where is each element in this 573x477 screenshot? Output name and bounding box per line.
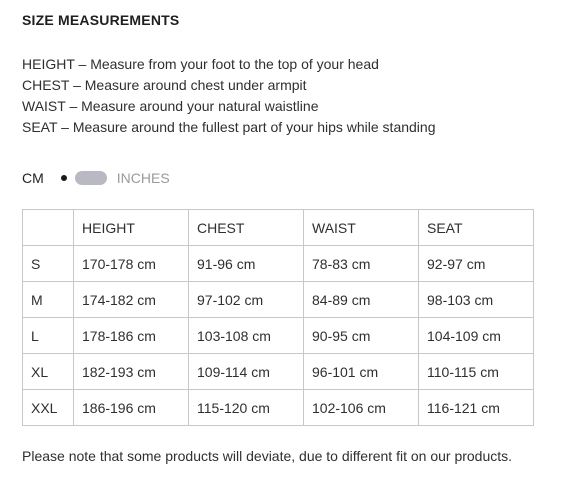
- table-row: [23, 282, 534, 318]
- size-label: M: [23, 282, 74, 318]
- table-row: [23, 318, 534, 354]
- table-cell: 78-83 cm: [304, 246, 419, 282]
- table-cell: 103-108 cm: [189, 318, 304, 354]
- table-cell: 102-106 cm: [304, 390, 419, 426]
- table-cell: 91-96 cm: [189, 246, 304, 282]
- fit-note: Please note that some products will deviate, due to different fit on our products.: [22, 448, 513, 464]
- unit-inches-label[interactable]: INCHES: [116, 170, 170, 186]
- instruction-waist: WAIST – Measure around your natural waistline: [22, 98, 319, 114]
- table-cell: 182-193 cm: [74, 354, 189, 390]
- size-label: S: [23, 246, 74, 282]
- table-header-row: [23, 210, 534, 246]
- table-cell: 97-102 cm: [189, 282, 304, 318]
- instruction-height: HEIGHT – Measure from your foot to the top of your head: [22, 56, 379, 72]
- size-table: [22, 209, 534, 426]
- header-cell: WAIST: [304, 210, 419, 246]
- table-cell: 92-97 cm: [419, 246, 534, 282]
- size-label: XXL: [23, 390, 74, 426]
- size-label: L: [23, 318, 74, 354]
- table-cell: 104-109 cm: [419, 318, 534, 354]
- unit-cm-label[interactable]: CM: [22, 170, 44, 186]
- header-cell: HEIGHT: [74, 210, 189, 246]
- table-cell: 109-114 cm: [189, 354, 304, 390]
- table-cell: 84-89 cm: [304, 282, 419, 318]
- table-cell: 186-196 cm: [74, 390, 189, 426]
- table-row: [23, 246, 534, 282]
- instruction-chest: CHEST – Measure around chest under armpit: [22, 77, 307, 93]
- table-cell: 98-103 cm: [419, 282, 534, 318]
- header-cell: [23, 210, 74, 246]
- size-label: XL: [23, 354, 74, 390]
- unit-switcher: [22, 168, 170, 188]
- table-cell: 170-178 cm: [74, 246, 189, 282]
- table-cell: 174-182 cm: [74, 282, 189, 318]
- table-cell: 178-186 cm: [74, 318, 189, 354]
- page-title: SIZE MEASUREMENTS: [22, 12, 180, 28]
- header-cell: SEAT: [419, 210, 534, 246]
- header-cell: CHEST: [189, 210, 304, 246]
- table-cell: 90-95 cm: [304, 318, 419, 354]
- unit-toggle[interactable]: [61, 169, 107, 187]
- table-row: [23, 354, 534, 390]
- measurement-instructions: [22, 54, 436, 138]
- table-cell: 110-115 cm: [419, 354, 534, 390]
- table-cell: 116-121 cm: [419, 390, 534, 426]
- toggle-knob: [61, 175, 67, 181]
- toggle-track: [75, 171, 107, 185]
- instruction-seat: SEAT – Measure around the fullest part of your hips while standing: [22, 119, 436, 135]
- table-cell: 96-101 cm: [304, 354, 419, 390]
- table-row: [23, 390, 534, 426]
- table-cell: 115-120 cm: [189, 390, 304, 426]
